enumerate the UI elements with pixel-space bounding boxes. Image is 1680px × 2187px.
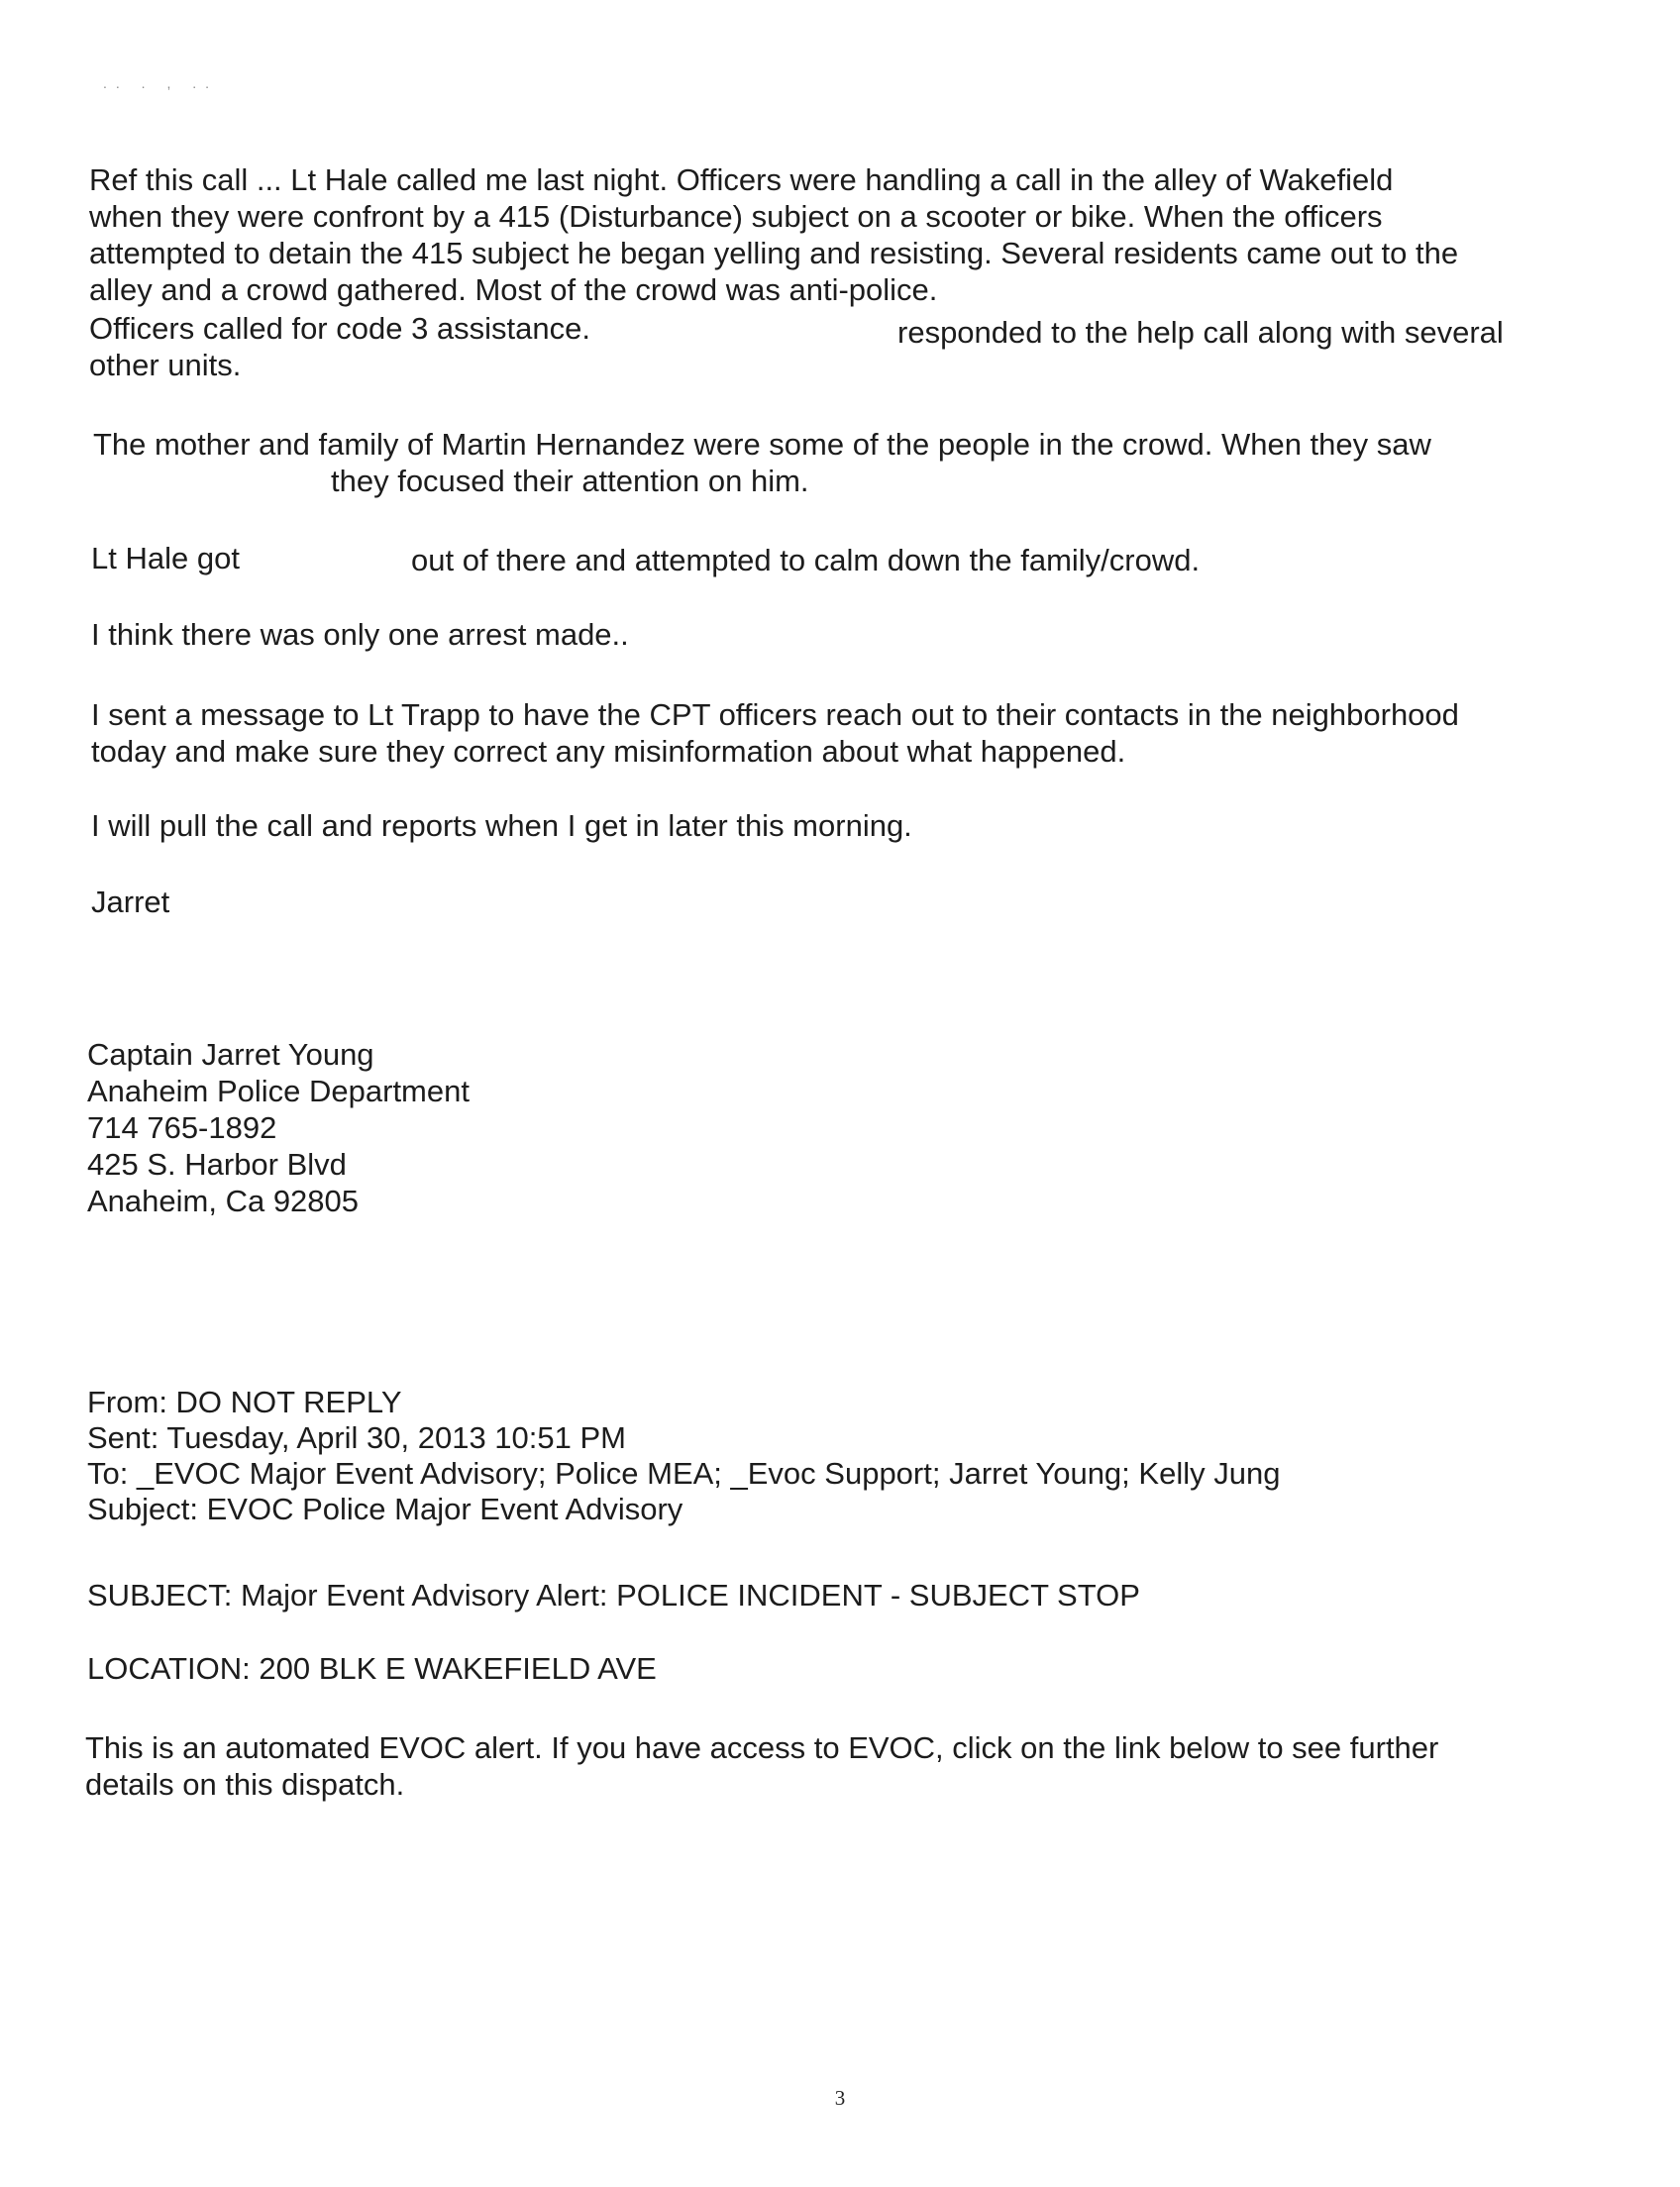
signature-line: Anaheim Police Department — [87, 1074, 470, 1108]
text-line: Ref this call ... Lt Hale called me last night. Officers were handling a call in the alley of Wakefield — [89, 162, 1394, 197]
email-header — [87, 1385, 1593, 1527]
text-line: This is an automated EVOC alert. If you have access to EVOC, click on the link below to see further — [85, 1730, 1439, 1765]
alert-body — [85, 1729, 1591, 1803]
paragraph-family-line2: they focused their attention on him. — [331, 464, 809, 498]
text-line: details on this dispatch. — [85, 1767, 405, 1802]
scan-artifact-marks: .. . , .. — [103, 75, 219, 91]
paragraph-assistance-part2: responded to the help call along with several — [897, 315, 1504, 350]
paragraph-cpt-message — [91, 696, 1597, 770]
paragraph-arrest: I think there was only one arrest made.. — [91, 617, 629, 652]
email-to: To: _EVOC Major Event Advisory; Police MEA; _Evoc Support; Jarret Young; Kelly Jung — [87, 1456, 1281, 1491]
paragraph-pull-call: I will pull the call and reports when I get in later this morning. — [91, 808, 912, 843]
signature-line: 714 765-1892 — [87, 1110, 277, 1145]
paragraph-assistance-line2: other units. — [89, 348, 242, 382]
text-line: when they were confront by a 415 (Disturbance) subject on a scooter or bike. When the officers — [89, 199, 1383, 234]
text-line: alley and a crowd gathered. Most of the crowd was anti-police. — [89, 272, 938, 307]
signature-line: Anaheim, Ca 92805 — [87, 1184, 360, 1218]
paragraph-lt-hale-part1: Lt Hale got — [91, 541, 240, 575]
email-sent: Sent: Tuesday, April 30, 2013 10:51 PM — [87, 1420, 626, 1455]
page-number: 3 — [834, 2086, 846, 2110]
email-subject: Subject: EVOC Police Major Event Advisory — [87, 1492, 683, 1526]
signature-line: Captain Jarret Young — [87, 1037, 374, 1072]
alert-subject: SUBJECT: Major Event Advisory Alert: POLICE INCIDENT - SUBJECT STOP — [87, 1578, 1140, 1613]
paragraph-lt-hale-part2: out of there and attempted to calm down the family/crowd. — [411, 543, 1201, 577]
text-line: attempted to detain the 415 subject he began yelling and resisting. Several residents came out to the — [89, 236, 1459, 270]
text-line: I sent a message to Lt Trapp to have the CPT officers reach out to their contacts in the neighborhood — [91, 697, 1459, 732]
closing-name: Jarret — [91, 885, 170, 919]
alert-location: LOCATION: 200 BLK E WAKEFIELD AVE — [87, 1651, 657, 1686]
paragraph-incident-summary — [89, 161, 1595, 308]
signature-block — [87, 1036, 1593, 1219]
text-line: today and make sure they correct any misinformation about what happened. — [91, 734, 1126, 769]
email-from: From: DO NOT REPLY — [87, 1385, 402, 1419]
paragraph-assistance-part1: Officers called for code 3 assistance. — [89, 311, 591, 346]
signature-line: 425 S. Harbor Blvd — [87, 1147, 347, 1182]
paragraph-family-line1: The mother and family of Martin Hernandez were some of the people in the crowd. When they saw — [93, 427, 1431, 462]
